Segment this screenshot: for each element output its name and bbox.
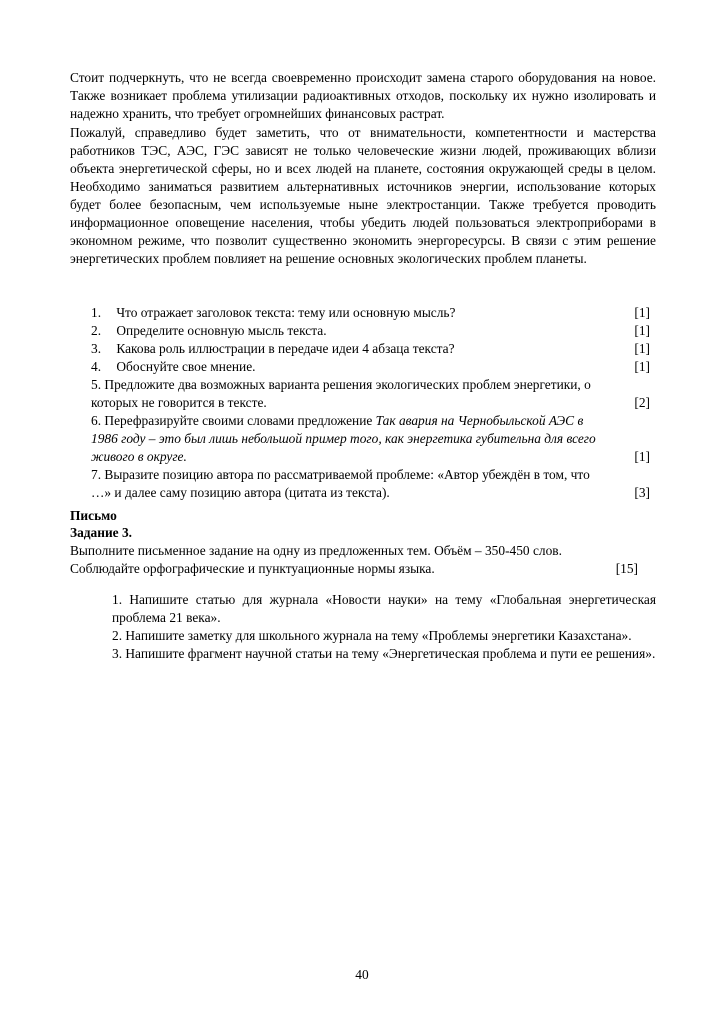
quoted-sentence: 1986 году – это был лишь небольшой пример того, как энергетика губительна для всего [91, 431, 596, 446]
paragraph-replacement-equipment: Стоит подчеркнуть, что не всегда своевременно происходит замена старого оборудования на новое. Также возникает проблема утилизации радиоактивных отходов, поскольку их нужно изолировать и надежно хранить, что требует огромнейших финансовых растрат. [70, 70, 656, 121]
question-mark: [3] [634, 485, 650, 500]
question-item [91, 376, 650, 412]
question-text: Какова роль иллюстрации в передаче идеи 4 абзаца текста? [116, 341, 455, 356]
question-item [91, 358, 650, 376]
task-heading: Задание 3. [70, 525, 132, 540]
question-number: 1. [91, 305, 102, 320]
question-number: 4. [91, 359, 102, 374]
question-text: Выразите позицию автора по рассматриваемой проблеме: «Автор убеждён в том, что [104, 467, 590, 482]
topic-item: 3. Напишите фрагмент научной статьи на тему «Энергетическая проблема и пути ее решения». [112, 646, 656, 661]
task-mark: [15] [615, 561, 638, 576]
question-item [91, 466, 650, 502]
instruction-text: Выполните письменное задание на одну из предложенных тем. Объём – 350-450 слов. [70, 543, 562, 558]
question-mark: [1] [634, 323, 650, 338]
question-item [91, 304, 650, 322]
question-mark: [1] [634, 449, 650, 464]
question-number: 7. [91, 467, 102, 482]
question-text: Перефразируйте своими словами предложение [104, 413, 376, 428]
question-number: 3. [91, 341, 102, 356]
question-mark: [1] [634, 359, 650, 374]
section-heading: Письмо [70, 508, 117, 523]
question-item [91, 412, 650, 466]
question-text: которых не говорится в тексте. [91, 395, 267, 410]
question-number: 5. [91, 377, 102, 392]
question-item [91, 340, 650, 358]
paragraph-responsibility: Пожалуй, справедливо будет заметить, что от внимательности, компетентности и мастерства работников ТЭС, АЭС, ГЭС зависят не только человеческие жизни людей, проживающих вблизи объекта энергетической сферы, но и всех людей на планете, состояния окружающей среды в целом. Необходимо заниматься развитием альтернативных источников энергии, использование которых будет более безопасным, чем используемые ныне электростанции. Также требуется проводить информационное оповещение населения, чтобы убедить людей пользоваться электроприборами в экономном режиме, что позволит существенно экономить энергоресурсы. В связи с этим решение энергетических проблем повлияет на решение основных экологических проблем планеты. [70, 125, 656, 266]
question-mark: [1] [634, 305, 650, 320]
question-number: 6. [91, 413, 102, 428]
question-mark: [1] [634, 341, 650, 356]
question-text: Предложите два возможных варианта решения экологических проблем энергетики, о [104, 377, 591, 392]
question-text: …» и далее саму позицию автора (цитата из текста). [91, 485, 390, 500]
question-text: Обоснуйте свое мнение. [116, 359, 256, 374]
topic-item: 2. Напишите заметку для школьного журнала на тему «Проблемы энергетики Казахстана». [112, 628, 632, 643]
question-text: Что отражает заголовок текста: тему или основную мысль? [116, 305, 456, 320]
topics-list [112, 591, 656, 663]
questions-list [91, 304, 650, 502]
question-mark: [2] [634, 395, 650, 410]
question-number: 2. [91, 323, 102, 338]
quoted-sentence: Так авария на Чернобыльской АЭС в [375, 413, 584, 428]
instruction-text: Соблюдайте орфографические и пунктуационные нормы языка. [70, 561, 435, 576]
task-instruction [70, 542, 656, 578]
question-text: Определите основную мысль текста. [116, 323, 327, 338]
topic-item: 1. Напишите статью для журнала «Новости науки» на тему «Глобальная энергетическая проблема 21 века». [112, 592, 656, 625]
quoted-sentence: живого в округе. [91, 449, 187, 464]
question-item [91, 322, 650, 340]
page-number: 40 [355, 967, 369, 982]
